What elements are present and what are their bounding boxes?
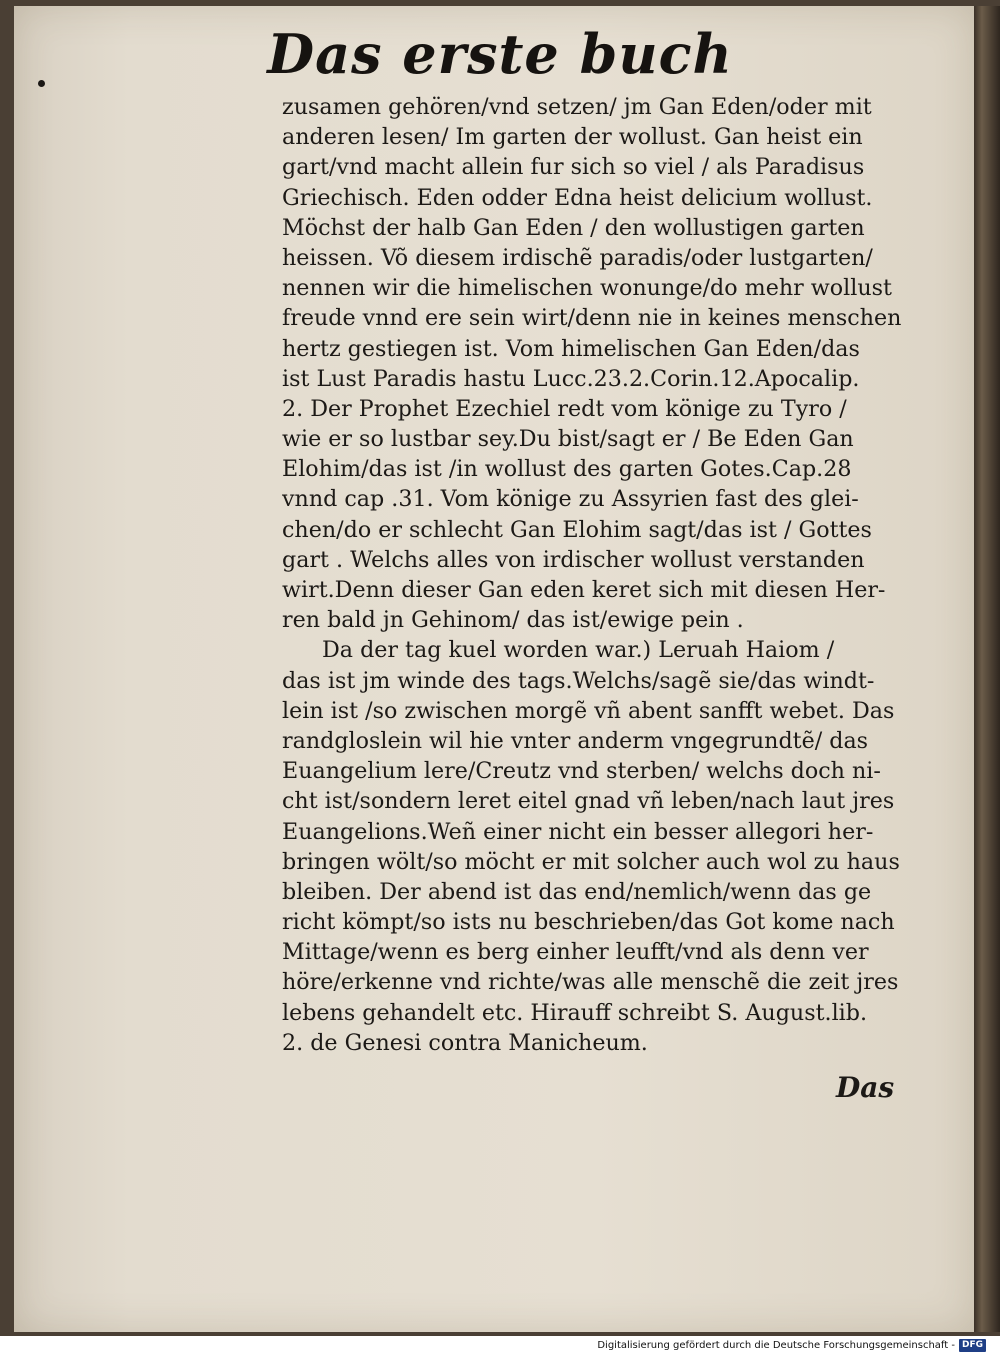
text-line: randgloslein wil hie vnter anderm vngegrundtẽ/ das: [282, 727, 869, 754]
text-line: bleiben. Der abend ist das end/nemlich/wenn das ge: [282, 878, 872, 905]
text-line: Euangelium lere/Creutz vnd sterben/ welchs doch ni-: [282, 758, 881, 785]
catchword: Das: [836, 1071, 895, 1104]
text-line: wie er so lustbar sey.Du bist/sagt er / Be Eden Gan: [282, 426, 854, 453]
text-line: Griechisch. Eden odder Edna heist delicium wollust.: [282, 184, 873, 211]
text-line: höre/erkenne vnd richte/was alle menschẽ die zeit jres: [282, 969, 899, 996]
text-line: ren bald jn Gehinom/ das ist/ewige pein .: [282, 607, 744, 634]
text-line: lebens gehandelt etc. Hirauff schreibt S. August.lib.: [282, 999, 868, 1026]
text-line: Elohim/das ist /in wollust des garten Gotes.Cap.28: [282, 456, 852, 483]
text-line: lein ist /so zwischen morgẽ vñ abent sanfft webet. Das: [282, 697, 895, 724]
text-line: 2. Der Prophet Ezechiel redt vom könige zu Tyro /: [282, 395, 847, 422]
text-line: gart . Welchs alles von irdischer wollust verstanden: [282, 546, 865, 573]
text-line: zusamen gehören/vnd setzen/ jm Gan Eden/oder mit: [282, 94, 872, 120]
text-line: cht ist/sondern leret eitel gnad vñ leben/nach laut jres: [282, 788, 895, 815]
footer: [0, 1336, 1000, 1355]
text-line: Euangelions.Weñ einer nicht ein besser allegori her-: [282, 818, 874, 845]
dfg-logo: DFG: [959, 1339, 986, 1352]
text-line: ist Lust Paradis hastu Lucc.23.2.Corin.12.Apocalip.: [282, 365, 860, 392]
text-line: wirt.Denn dieser Gan eden keret sich mit diesen Her-: [282, 577, 886, 603]
body-text: [282, 92, 914, 1058]
text-line: freude vnnd ere sein wirt/denn nie in keines menschen: [282, 305, 902, 332]
text-line: anderen lesen/ Im garten der wollust. Gan heist ein: [282, 124, 863, 151]
text-line: gart/vnd macht allein fur sich so viel / als Paradisus: [282, 154, 865, 181]
text-line: das ist jm winde des tags.Welchs/sagẽ sie/das windt-: [282, 667, 875, 694]
text-line: Mittage/wenn es berg einher leufft/vnd als denn ver: [282, 939, 869, 966]
text-line: richt kömpt/so ists nu beschrieben/das Got kome nach: [282, 909, 895, 936]
text-line: hertz gestiegen ist. Vom himelischen Gan Eden/das: [282, 335, 860, 362]
text-line: chen/do er schlecht Gan Elohim sagt/das ist / Gottes: [282, 516, 872, 543]
footer-credit: Digitalisierung gefördert durch die Deutsche Forschungsgemeinschaft -: [597, 1340, 955, 1351]
page-edge: [974, 6, 1000, 1332]
text-line: vnnd cap .31. Vom könige zu Assyrien fast des glei-: [282, 486, 859, 513]
text-line: Möchst der halb Gan Eden / den wollustigen garten: [282, 214, 865, 241]
text-line: heissen. Võ diesem irdischẽ paradis/oder lustgarten/: [282, 244, 873, 271]
page-header: Das erste buch: [267, 22, 733, 86]
text-line: Da der tag kuel worden war.) Leruah Haiom /: [322, 637, 835, 664]
text-line: nennen wir die himelischen wonunge/do mehr wollust: [282, 275, 892, 302]
text-line: bringen wölt/so möcht er mit solcher auch wol zu haus: [282, 848, 900, 875]
text-line: 2. de Genesi contra Manicheum.: [282, 1029, 648, 1056]
